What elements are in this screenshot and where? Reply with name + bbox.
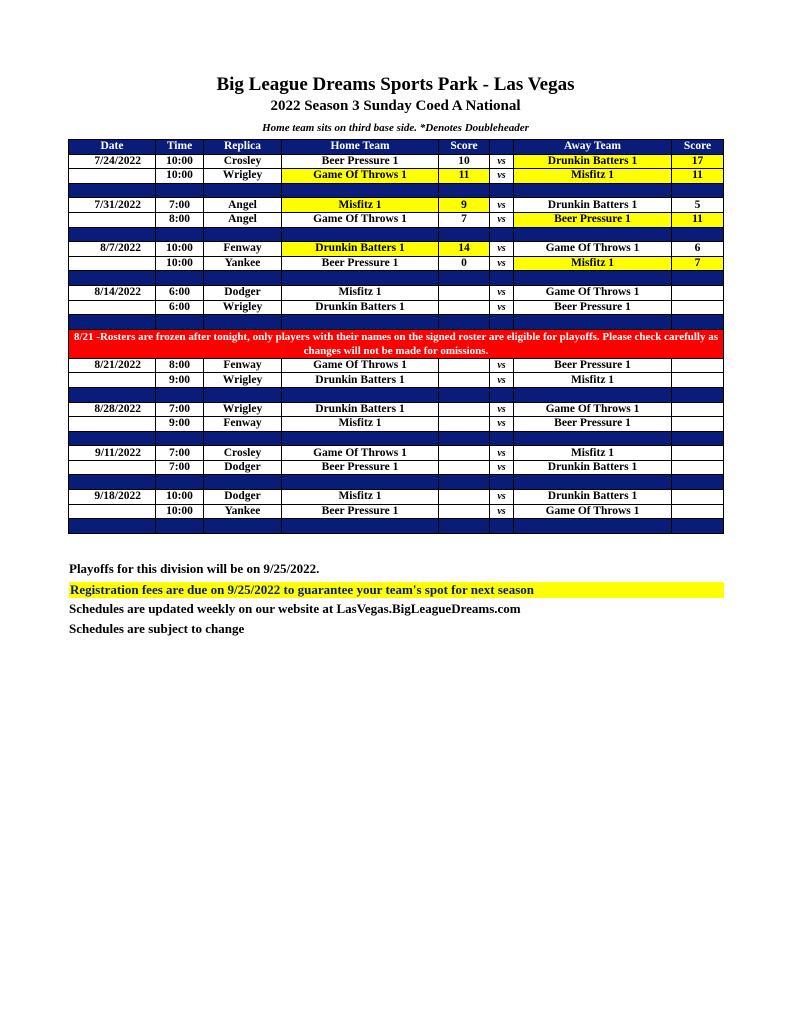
home-team: Game Of Throws 1 xyxy=(282,169,439,184)
separator-cell xyxy=(490,183,514,198)
vs-label: vs xyxy=(490,417,514,432)
away-team: Game Of Throws 1 xyxy=(514,504,672,519)
game-replica: Crosley xyxy=(204,446,282,461)
home-team: Misfitz 1 xyxy=(282,417,439,432)
separator-cell xyxy=(490,431,514,446)
game-replica: Yankee xyxy=(204,504,282,519)
separator-cell xyxy=(490,387,514,402)
separator-cell xyxy=(514,475,672,490)
home-score xyxy=(439,373,490,388)
separator-cell xyxy=(69,227,156,242)
home-team: Misfitz 1 xyxy=(282,285,439,300)
game-date: 9/11/2022 xyxy=(69,446,156,461)
game-time: 7:00 xyxy=(156,198,204,213)
away-team: Misfitz 1 xyxy=(514,373,672,388)
game-time: 10:00 xyxy=(156,242,204,257)
game-time: 8:00 xyxy=(156,358,204,373)
home-team: Beer Pressure 1 xyxy=(282,256,439,271)
separator-cell xyxy=(156,431,204,446)
vs-label: vs xyxy=(490,212,514,227)
vs-label: vs xyxy=(490,446,514,461)
game-date: 7/24/2022 xyxy=(69,154,156,169)
home-team: Beer Pressure 1 xyxy=(282,504,439,519)
game-row xyxy=(69,285,724,300)
home-score xyxy=(439,490,490,505)
away-score xyxy=(672,446,724,461)
game-replica: Fenway xyxy=(204,242,282,257)
separator-cell xyxy=(672,271,724,286)
game-row xyxy=(69,358,724,373)
home-team: Game Of Throws 1 xyxy=(282,212,439,227)
home-team: Game Of Throws 1 xyxy=(282,446,439,461)
game-replica: Angel xyxy=(204,198,282,213)
game-replica: Fenway xyxy=(204,358,282,373)
separator-cell xyxy=(204,315,282,330)
separator-cell xyxy=(439,387,490,402)
away-score xyxy=(672,300,724,315)
page-subtitle: 2022 Season 3 Sunday Coed A National xyxy=(270,98,521,114)
separator-cell xyxy=(204,475,282,490)
game-row xyxy=(69,402,724,417)
schedule-body xyxy=(69,140,724,534)
separator-cell xyxy=(672,227,724,242)
schedule-table xyxy=(68,139,724,534)
away-team: Beer Pressure 1 xyxy=(514,300,672,315)
separator-cell xyxy=(672,183,724,198)
separator-cell xyxy=(156,183,204,198)
game-date xyxy=(69,256,156,271)
game-row xyxy=(69,198,724,213)
separator-cell xyxy=(439,475,490,490)
game-date xyxy=(69,300,156,315)
separator-cell xyxy=(439,271,490,286)
game-row xyxy=(69,460,724,475)
home-score xyxy=(439,285,490,300)
game-date: 8/21/2022 xyxy=(69,358,156,373)
away-score: 17 xyxy=(672,154,724,169)
separator-cell xyxy=(69,519,156,534)
home-team: Game Of Throws 1 xyxy=(282,358,439,373)
away-team: Drunkin Batters 1 xyxy=(514,490,672,505)
separator-cell xyxy=(672,387,724,402)
vs-label: vs xyxy=(490,285,514,300)
away-team: Game Of Throws 1 xyxy=(514,242,672,257)
separator-row xyxy=(69,475,724,490)
separator-row xyxy=(69,519,724,534)
game-date: 8/7/2022 xyxy=(69,242,156,257)
home-score: 0 xyxy=(439,256,490,271)
separator-cell xyxy=(156,387,204,402)
home-score xyxy=(439,300,490,315)
separator-cell xyxy=(282,475,439,490)
separator-cell xyxy=(514,183,672,198)
separator-cell xyxy=(282,183,439,198)
game-date: 8/14/2022 xyxy=(69,285,156,300)
separator-row xyxy=(69,183,724,198)
game-date xyxy=(69,460,156,475)
home-team: Drunkin Batters 1 xyxy=(282,242,439,257)
away-team: Beer Pressure 1 xyxy=(514,358,672,373)
registration-note: Registration fees are due on 9/25/2022 to guarantee your team's spot for next season xyxy=(69,582,724,598)
game-replica: Wrigley xyxy=(204,402,282,417)
vs-label: vs xyxy=(490,402,514,417)
column-header-home-team: Home Team xyxy=(282,140,439,155)
home-score: 14 xyxy=(439,242,490,257)
away-team: Misfitz 1 xyxy=(514,169,672,184)
game-date: 7/31/2022 xyxy=(69,198,156,213)
game-replica: Wrigley xyxy=(204,169,282,184)
away-score xyxy=(672,373,724,388)
home-team: Beer Pressure 1 xyxy=(282,460,439,475)
separator-cell xyxy=(156,519,204,534)
game-replica: Dodger xyxy=(204,460,282,475)
separator-cell xyxy=(69,315,156,330)
vs-label: vs xyxy=(490,300,514,315)
separator-cell xyxy=(490,475,514,490)
away-score xyxy=(672,504,724,519)
away-score xyxy=(672,460,724,475)
roster-notice-row xyxy=(69,329,724,358)
game-time: 10:00 xyxy=(156,154,204,169)
separator-cell xyxy=(282,315,439,330)
column-header-home-score: Score xyxy=(439,140,490,155)
game-replica: Wrigley xyxy=(204,373,282,388)
away-score xyxy=(672,285,724,300)
game-time: 6:00 xyxy=(156,285,204,300)
separator-cell xyxy=(204,387,282,402)
game-replica: Wrigley xyxy=(204,300,282,315)
separator-cell xyxy=(282,227,439,242)
game-row xyxy=(69,417,724,432)
game-date: 9/18/2022 xyxy=(69,490,156,505)
away-score xyxy=(672,490,724,505)
separator-cell xyxy=(514,271,672,286)
game-date xyxy=(69,504,156,519)
away-team: Beer Pressure 1 xyxy=(514,212,672,227)
away-team: Game Of Throws 1 xyxy=(514,402,672,417)
home-score: 11 xyxy=(439,169,490,184)
game-date xyxy=(69,212,156,227)
separator-cell xyxy=(439,315,490,330)
game-time: 9:00 xyxy=(156,417,204,432)
separator-cell xyxy=(439,227,490,242)
separator-cell xyxy=(156,271,204,286)
vs-label: vs xyxy=(490,198,514,213)
home-team: Drunkin Batters 1 xyxy=(282,373,439,388)
column-header-time: Time xyxy=(156,140,204,155)
separator-cell xyxy=(204,227,282,242)
game-row xyxy=(69,212,724,227)
game-time: 10:00 xyxy=(156,504,204,519)
column-header-away-score: Score xyxy=(672,140,724,155)
away-score xyxy=(672,358,724,373)
game-time: 10:00 xyxy=(156,490,204,505)
vs-label: vs xyxy=(490,256,514,271)
separator-cell xyxy=(514,315,672,330)
home-team: Misfitz 1 xyxy=(282,198,439,213)
separator-cell xyxy=(156,227,204,242)
column-header-date: Date xyxy=(69,140,156,155)
change-note: Schedules are subject to change xyxy=(69,621,245,636)
game-time: 6:00 xyxy=(156,300,204,315)
away-team: Game Of Throws 1 xyxy=(514,285,672,300)
home-score xyxy=(439,504,490,519)
separator-cell xyxy=(439,183,490,198)
away-team: Misfitz 1 xyxy=(514,446,672,461)
vs-label: vs xyxy=(490,490,514,505)
game-date: 8/28/2022 xyxy=(69,402,156,417)
separator-cell xyxy=(156,475,204,490)
away-team: Drunkin Batters 1 xyxy=(514,460,672,475)
away-team: Misfitz 1 xyxy=(514,256,672,271)
away-score: 11 xyxy=(672,212,724,227)
away-team: Drunkin Batters 1 xyxy=(514,198,672,213)
game-time: 7:00 xyxy=(156,460,204,475)
separator-cell xyxy=(672,315,724,330)
separator-cell xyxy=(282,519,439,534)
website-note: Schedules are updated weekly on our website at LasVegas.BigLeagueDreams.com xyxy=(69,601,521,616)
home-score xyxy=(439,358,490,373)
vs-label: vs xyxy=(490,154,514,169)
game-replica: Fenway xyxy=(204,417,282,432)
game-row xyxy=(69,300,724,315)
separator-row xyxy=(69,315,724,330)
home-team: Misfitz 1 xyxy=(282,490,439,505)
game-row xyxy=(69,169,724,184)
home-score xyxy=(439,460,490,475)
away-score: 7 xyxy=(672,256,724,271)
game-time: 10:00 xyxy=(156,169,204,184)
column-header-away-team: Away Team xyxy=(514,140,672,155)
away-score xyxy=(672,402,724,417)
separator-cell xyxy=(490,519,514,534)
game-row xyxy=(69,242,724,257)
game-row xyxy=(69,504,724,519)
game-row xyxy=(69,373,724,388)
separator-cell xyxy=(204,183,282,198)
column-header-replica: Replica xyxy=(204,140,282,155)
away-score: 6 xyxy=(672,242,724,257)
vs-label: vs xyxy=(490,504,514,519)
separator-cell xyxy=(69,183,156,198)
game-time: 9:00 xyxy=(156,373,204,388)
separator-cell xyxy=(204,519,282,534)
vs-label: vs xyxy=(490,169,514,184)
home-score xyxy=(439,402,490,417)
away-team: Drunkin Batters 1 xyxy=(514,154,672,169)
home-score: 7 xyxy=(439,212,490,227)
game-time: 8:00 xyxy=(156,212,204,227)
page-title: Big League Dreams Sports Park - Las Vegas xyxy=(216,74,575,95)
separator-cell xyxy=(282,271,439,286)
home-team: Drunkin Batters 1 xyxy=(282,402,439,417)
separator-cell xyxy=(69,387,156,402)
column-header-vs xyxy=(490,140,514,155)
separator-cell xyxy=(282,387,439,402)
away-score xyxy=(672,417,724,432)
vs-label: vs xyxy=(490,373,514,388)
away-score: 5 xyxy=(672,198,724,213)
separator-cell xyxy=(490,271,514,286)
game-time: 10:00 xyxy=(156,256,204,271)
home-score xyxy=(439,417,490,432)
roster-notice: 8/21 -Rosters are frozen after tonight, only players with their names on the signed roster are eligible for playoffs. Please check carefully as changes will not be made for omissions. xyxy=(69,329,724,358)
game-time: 7:00 xyxy=(156,446,204,461)
game-date xyxy=(69,417,156,432)
separator-row xyxy=(69,227,724,242)
separator-cell xyxy=(69,431,156,446)
separator-cell xyxy=(514,387,672,402)
vs-label: vs xyxy=(490,358,514,373)
separator-cell xyxy=(439,431,490,446)
home-team: Drunkin Batters 1 xyxy=(282,300,439,315)
separator-row xyxy=(69,431,724,446)
separator-cell xyxy=(490,315,514,330)
home-score: 10 xyxy=(439,154,490,169)
game-replica: Crosley xyxy=(204,154,282,169)
playoffs-note: Playoffs for this division will be on 9/25/2022. xyxy=(69,561,320,576)
game-replica: Angel xyxy=(204,212,282,227)
separator-row xyxy=(69,387,724,402)
separator-cell xyxy=(514,227,672,242)
vs-label: vs xyxy=(490,242,514,257)
game-row xyxy=(69,154,724,169)
away-score: 11 xyxy=(672,169,724,184)
table-header-row xyxy=(69,140,724,155)
separator-cell xyxy=(204,271,282,286)
separator-cell xyxy=(282,431,439,446)
game-row xyxy=(69,490,724,505)
separator-cell xyxy=(672,431,724,446)
separator-cell xyxy=(69,271,156,286)
home-team: Beer Pressure 1 xyxy=(282,154,439,169)
separator-cell xyxy=(490,227,514,242)
game-row xyxy=(69,256,724,271)
game-date xyxy=(69,169,156,184)
game-replica: Dodger xyxy=(204,285,282,300)
game-date xyxy=(69,373,156,388)
game-time: 7:00 xyxy=(156,402,204,417)
separator-cell xyxy=(672,519,724,534)
game-replica: Yankee xyxy=(204,256,282,271)
home-score: 9 xyxy=(439,198,490,213)
game-row xyxy=(69,446,724,461)
separator-cell xyxy=(672,475,724,490)
separator-cell xyxy=(439,519,490,534)
separator-cell xyxy=(69,475,156,490)
game-replica: Dodger xyxy=(204,490,282,505)
home-score xyxy=(439,446,490,461)
away-team: Beer Pressure 1 xyxy=(514,417,672,432)
separator-cell xyxy=(514,431,672,446)
separator-row xyxy=(69,271,724,286)
separator-cell xyxy=(204,431,282,446)
vs-label: vs xyxy=(490,460,514,475)
separator-cell xyxy=(514,519,672,534)
separator-cell xyxy=(156,315,204,330)
schedule-note: Home team sits on third base side. *Denotes Doubleheader xyxy=(262,122,529,134)
